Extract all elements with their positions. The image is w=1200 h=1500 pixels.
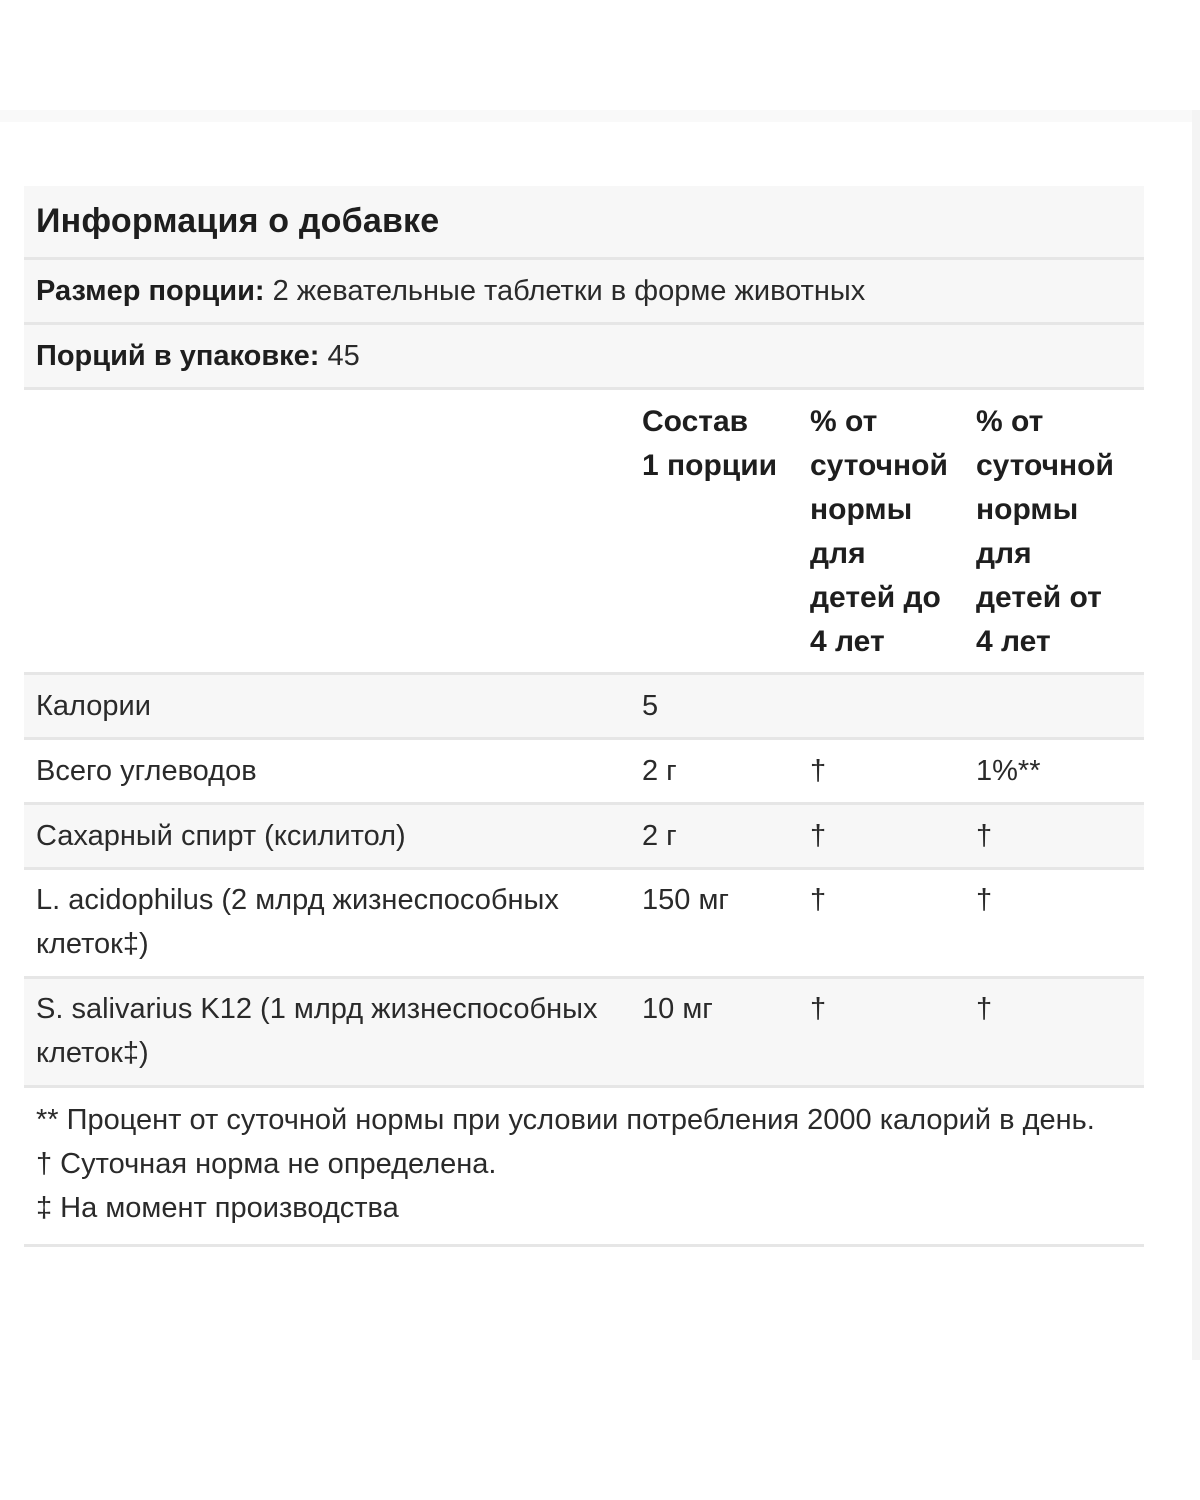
supplement-facts-panel bbox=[24, 186, 1144, 1247]
header-pct-over4: % от суточной нормы для детей от 4 лет bbox=[976, 405, 1114, 658]
row-name: Калории bbox=[36, 690, 151, 722]
row-amount: 2 г bbox=[642, 755, 677, 787]
right-edge-strip bbox=[1192, 110, 1200, 1360]
row-pct-under4: † bbox=[810, 993, 827, 1025]
row-name: L. acidophilus (2 млрд жизнеспособных клеток‡) bbox=[36, 884, 559, 960]
serving-size-value: 2 жевательные таблетки в форме животных bbox=[272, 274, 866, 307]
header-amount: Состав 1 порции bbox=[642, 405, 778, 482]
header-pct-under4: % от суточной нормы для детей до 4 лет bbox=[810, 405, 948, 658]
table-row bbox=[24, 979, 1144, 1088]
table-row bbox=[24, 870, 1144, 979]
top-band bbox=[0, 110, 1200, 122]
row-pct-over4: † bbox=[976, 820, 993, 852]
servings-per-container-row bbox=[24, 325, 1144, 390]
servings-per-container-label: Порций в упаковке: bbox=[36, 339, 320, 372]
header-name-cell bbox=[24, 400, 642, 672]
panel-title: Информация о добавке bbox=[36, 202, 440, 240]
footnote-double-dagger: ‡ На момент производства bbox=[36, 1192, 399, 1224]
serving-size-row bbox=[24, 260, 1144, 325]
row-pct-over4: † bbox=[976, 993, 993, 1025]
footnote-daily-value-basis: ** Процент от суточной нормы при условии потребления 2000 калорий в день. bbox=[36, 1104, 1095, 1136]
row-name: Сахарный спирт (ксилитол) bbox=[36, 820, 406, 852]
table-row bbox=[24, 805, 1144, 870]
table-row bbox=[24, 675, 1144, 740]
row-name: S. salivarius K12 (1 млрд жизнеспособных клеток‡) bbox=[36, 993, 598, 1069]
row-amount: 10 мг bbox=[642, 993, 713, 1025]
row-name: Всего углеводов bbox=[36, 755, 257, 787]
servings-per-container-value: 45 bbox=[327, 339, 360, 372]
table-row bbox=[24, 740, 1144, 805]
table-header bbox=[24, 390, 1144, 675]
row-pct-under4: † bbox=[810, 884, 827, 916]
footnotes bbox=[24, 1088, 1144, 1247]
title-row bbox=[24, 186, 1144, 260]
row-amount: 2 г bbox=[642, 820, 677, 852]
footnote-dagger: † Суточная норма не определена. bbox=[36, 1148, 497, 1180]
row-amount: 5 bbox=[642, 690, 659, 722]
row-pct-under4: † bbox=[810, 820, 827, 852]
row-pct-over4: 1%** bbox=[976, 755, 1041, 787]
row-pct-under4: † bbox=[810, 755, 827, 787]
row-amount: 150 мг bbox=[642, 884, 729, 916]
serving-size-label: Размер порции: bbox=[36, 274, 265, 307]
row-pct-over4: † bbox=[976, 884, 993, 916]
